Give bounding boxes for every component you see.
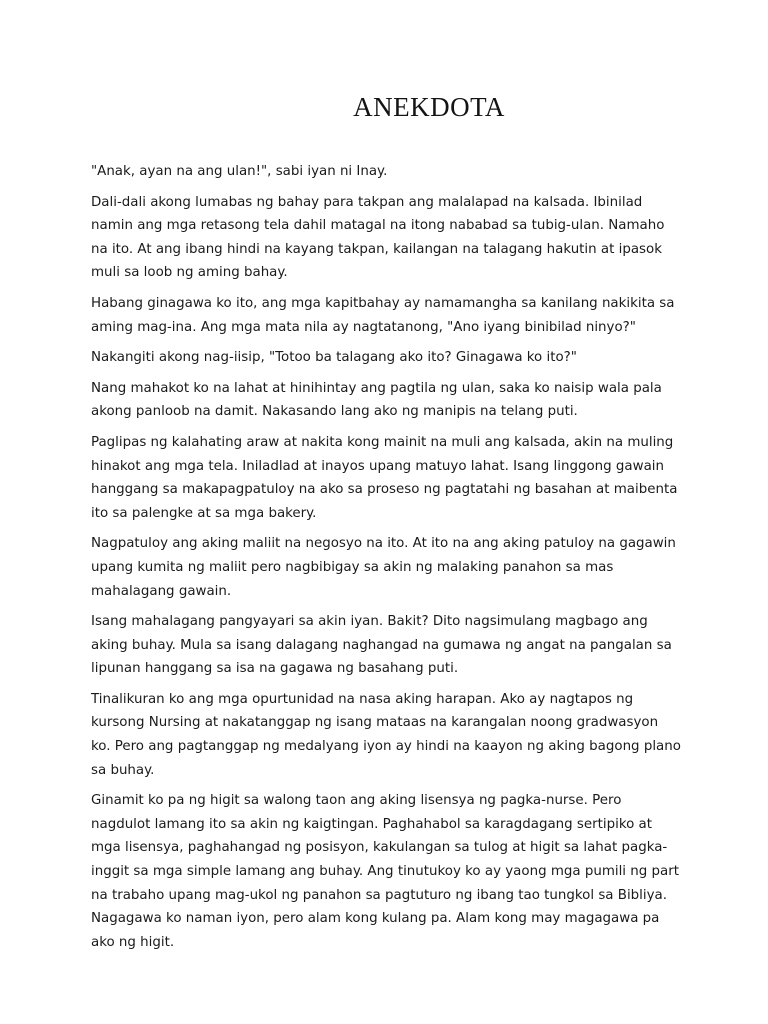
paragraph: Dali-dali akong lumabas ng bahay para takpan ang malalapad na kalsada. Ibinilad namin ang mga retasong tela dahil matagal na itong nababad sa tubig-ulan. Namaho na ito. At ang ibang hindi na kayang takpan, kailangan na talagang hakutin at ipasok muli sa loob ng aming bahay.: [91, 194, 665, 281]
paragraph: Nang mahakot ko na lahat at hinihintay ang pagtila ng ulan, saka ko naisip wala pala akong panloob na damit. Nakasando lang ako ng manipis na telang puti.: [91, 380, 662, 420]
document-title: ANEKDOTA: [353, 92, 505, 122]
paragraph: Ginamit ko pa ng higit sa walong taon ang aking lisensya ng pagka-nurse. Pero nagdulot lamang ito sa akin ng kaigtingan. Paghahabol sa karagdagang sertipiko at mga lisensya, paghahangad ng posisyon, kakulangan sa tulog at higit sa lahat pagka-inggit sa mga simple lamang ang buhay. Ang tinutukoy ko ay yaong mga pumili ng part na trabaho upang mag-ukol ng panahon sa pagtuturo ng ibang tao tungkol sa Bibliya. Nagagawa ko naman iyon, pero alam kong kulang pa. Alam kong may magagawa pa ako ng higit.: [91, 793, 679, 950]
document-body: [91, 160, 681, 961]
paragraph: Nakangiti akong nag-iisip, "Totoo ba talagang ako ito? Ginagawa ko ito?": [91, 350, 577, 366]
paragraph: Tinalikuran ko ang mga opurtunidad na nasa aking harapan. Ako ay nagtapos ng kursong Nursing at nakatanggap ng isang mataas na karangalan noong gradwasyon ko. Pero ang pagtanggap ng medalyang iyon ay hindi na kaayon ng aking bagong plano sa buhay.: [91, 691, 681, 778]
paragraph: Habang ginagawa ko ito, ang mga kapitbahay ay namamangha sa kanilang nakikita sa aming mag-ina. Ang mga mata nila ay nagtatanong, "Ano iyang binibilad ninyo?": [91, 295, 675, 335]
paragraph: Isang mahalagang pangyayari sa akin iyan. Bakit? Dito nagsimulang magbago ang aking buhay. Mula sa isang dalagang naghangad na gumawa ng angat na pangalan sa lipunan hanggang sa isa na gagawa ng basahang puti.: [91, 614, 672, 677]
paragraph: Nagpatuloy ang aking maliit na negosyo na ito. At ito na ang aking patuloy na gagawin upang kumita ng maliit pero nagbibigay sa akin ng malaking panahon sa mas mahalagang gawain.: [91, 536, 676, 599]
paragraph: "Anak, ayan na ang ulan!", sabi iyan ni Inay.: [91, 164, 388, 179]
paragraph: Paglipas ng kalahating araw at nakita kong mainit na muli ang kalsada, akin na muling hinakot ang mga tela. Iniladlad at inayos upang matuyo lahat. Isang linggong gawain hanggang sa makapagpatuloy na ako sa proseso ng pagtatahi ng basahan at maibenta ito sa palengke at sa mga bakery.: [91, 434, 678, 521]
